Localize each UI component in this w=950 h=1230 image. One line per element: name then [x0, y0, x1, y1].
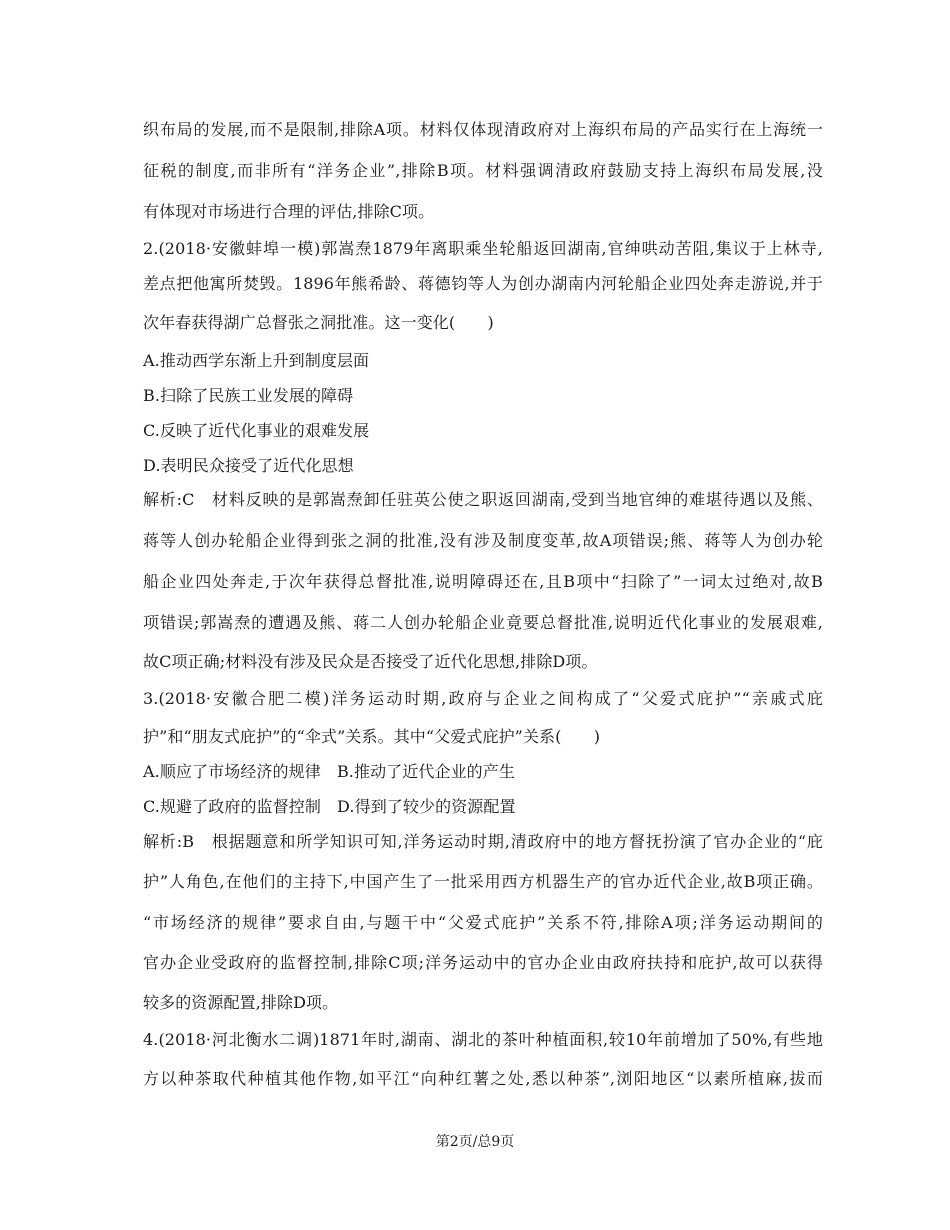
question-3-analysis: 护”人角色,在他们的主持下,中国产生了一批采用西方机器生产的官办近代企业,故B项正确。 [143, 872, 823, 891]
question-3-analysis: 官办企业受政府的监督控制,排除C项;洋务运动中的官办企业由政府扶持和庇护,故可以获得 [143, 953, 823, 972]
intro-line: 有体现对市场进行合理的评估,排除C项。 [143, 202, 435, 221]
question-2-analysis: 船企业四处奔走,于次年获得总督批准,说明障碍还在,且B项中“扫除了”一词太过绝对,故B [143, 572, 823, 591]
question-3-options-cd: C.规避了政府的监督控制 D.得到了较少的资源配置 [143, 797, 516, 816]
question-3-analysis: 解析:B 根据题意和所学知识可知,洋务运动时期,清政府中的地方督抚扮演了官办企业的“庇 [143, 832, 823, 851]
question-3-stem: 护”和“朋友式庇护”的“伞式”关系。其中“父爱式庇护”关系( ) [143, 727, 601, 746]
question-2-analysis: 蒋等人创办轮船企业得到张之洞的批准,没有涉及制度变革,故A项错误;熊、蒋等人为创办轮 [143, 531, 823, 550]
question-2-stem: 2.(2018·安徽蚌埠一模)郭嵩焘1879年离职乘坐轮船返回湖南,官绅哄动苦阻,集议于上林寺, [143, 239, 823, 258]
question-2-stem: 次年春获得湖广总督张之洞批准。这一变化( ) [143, 313, 494, 332]
question-3-options-ab: A.顺应了市场经济的规律 B.推动了近代企业的产生 [143, 762, 515, 781]
question-2-option-b: B.扫除了民族工业发展的障碍 [143, 386, 354, 405]
question-4-stem: 方以种茶取代种植其他作物,如平江“向种红薯之处,悉以种茶”,浏阳地区“以素所植麻,拔而 [143, 1069, 823, 1088]
question-3-analysis: 较多的资源配置,排除D项。 [143, 993, 339, 1012]
question-4-stem: 4.(2018·河北衡水二调)1871年时,湖南、湖北的茶叶种植面积,较10年前增加了50%,有些地 [143, 1030, 823, 1049]
question-2-analysis: 项错误;郭嵩焘的遭遇及熊、蒋二人创办轮船企业竟要总督批准,说明近代化事业的发展艰难, [143, 613, 823, 632]
question-2-option-c: C.反映了近代化事业的艰难发展 [143, 421, 370, 440]
page-number-footer: 第2页/总9页 [435, 1134, 515, 1150]
question-2-stem: 差点把他寓所焚毁。1896年熊希龄、蒋德钧等人为创办湖南内河轮船企业四处奔走游说,并于 [143, 274, 823, 293]
question-2-option-a: A.推动西学东渐上升到制度层面 [143, 351, 370, 370]
intro-line: 织布局的发展,而不是限制,排除A项。材料仅体现清政府对上海织布局的产品实行在上海统一 [143, 120, 823, 139]
question-3-stem: 3.(2018·安徽合肥二模)洋务运动时期,政府与企业之间构成了“父爱式庇护”“亲戚式庇 [143, 689, 823, 708]
intro-line: 征税的制度,而非所有“洋务企业”,排除B项。材料强调清政府鼓励支持上海织布局发展,没 [143, 161, 823, 180]
question-2-analysis: 故C项正确;材料没有涉及民众是否接受了近代化思想,排除D项。 [143, 652, 598, 671]
question-2-option-d: D.表明民众接受了近代化思想 [143, 456, 354, 475]
question-3-analysis: “市场经济的规律”要求自由,与题干中“父爱式庇护”关系不符,排除A项;洋务运动期间的 [143, 913, 823, 932]
question-2-analysis: 解析:C 材料反映的是郭嵩焘卸任驻英公使之职返回湖南,受到当地官绅的难堪待遇以及熊、 [143, 490, 823, 509]
